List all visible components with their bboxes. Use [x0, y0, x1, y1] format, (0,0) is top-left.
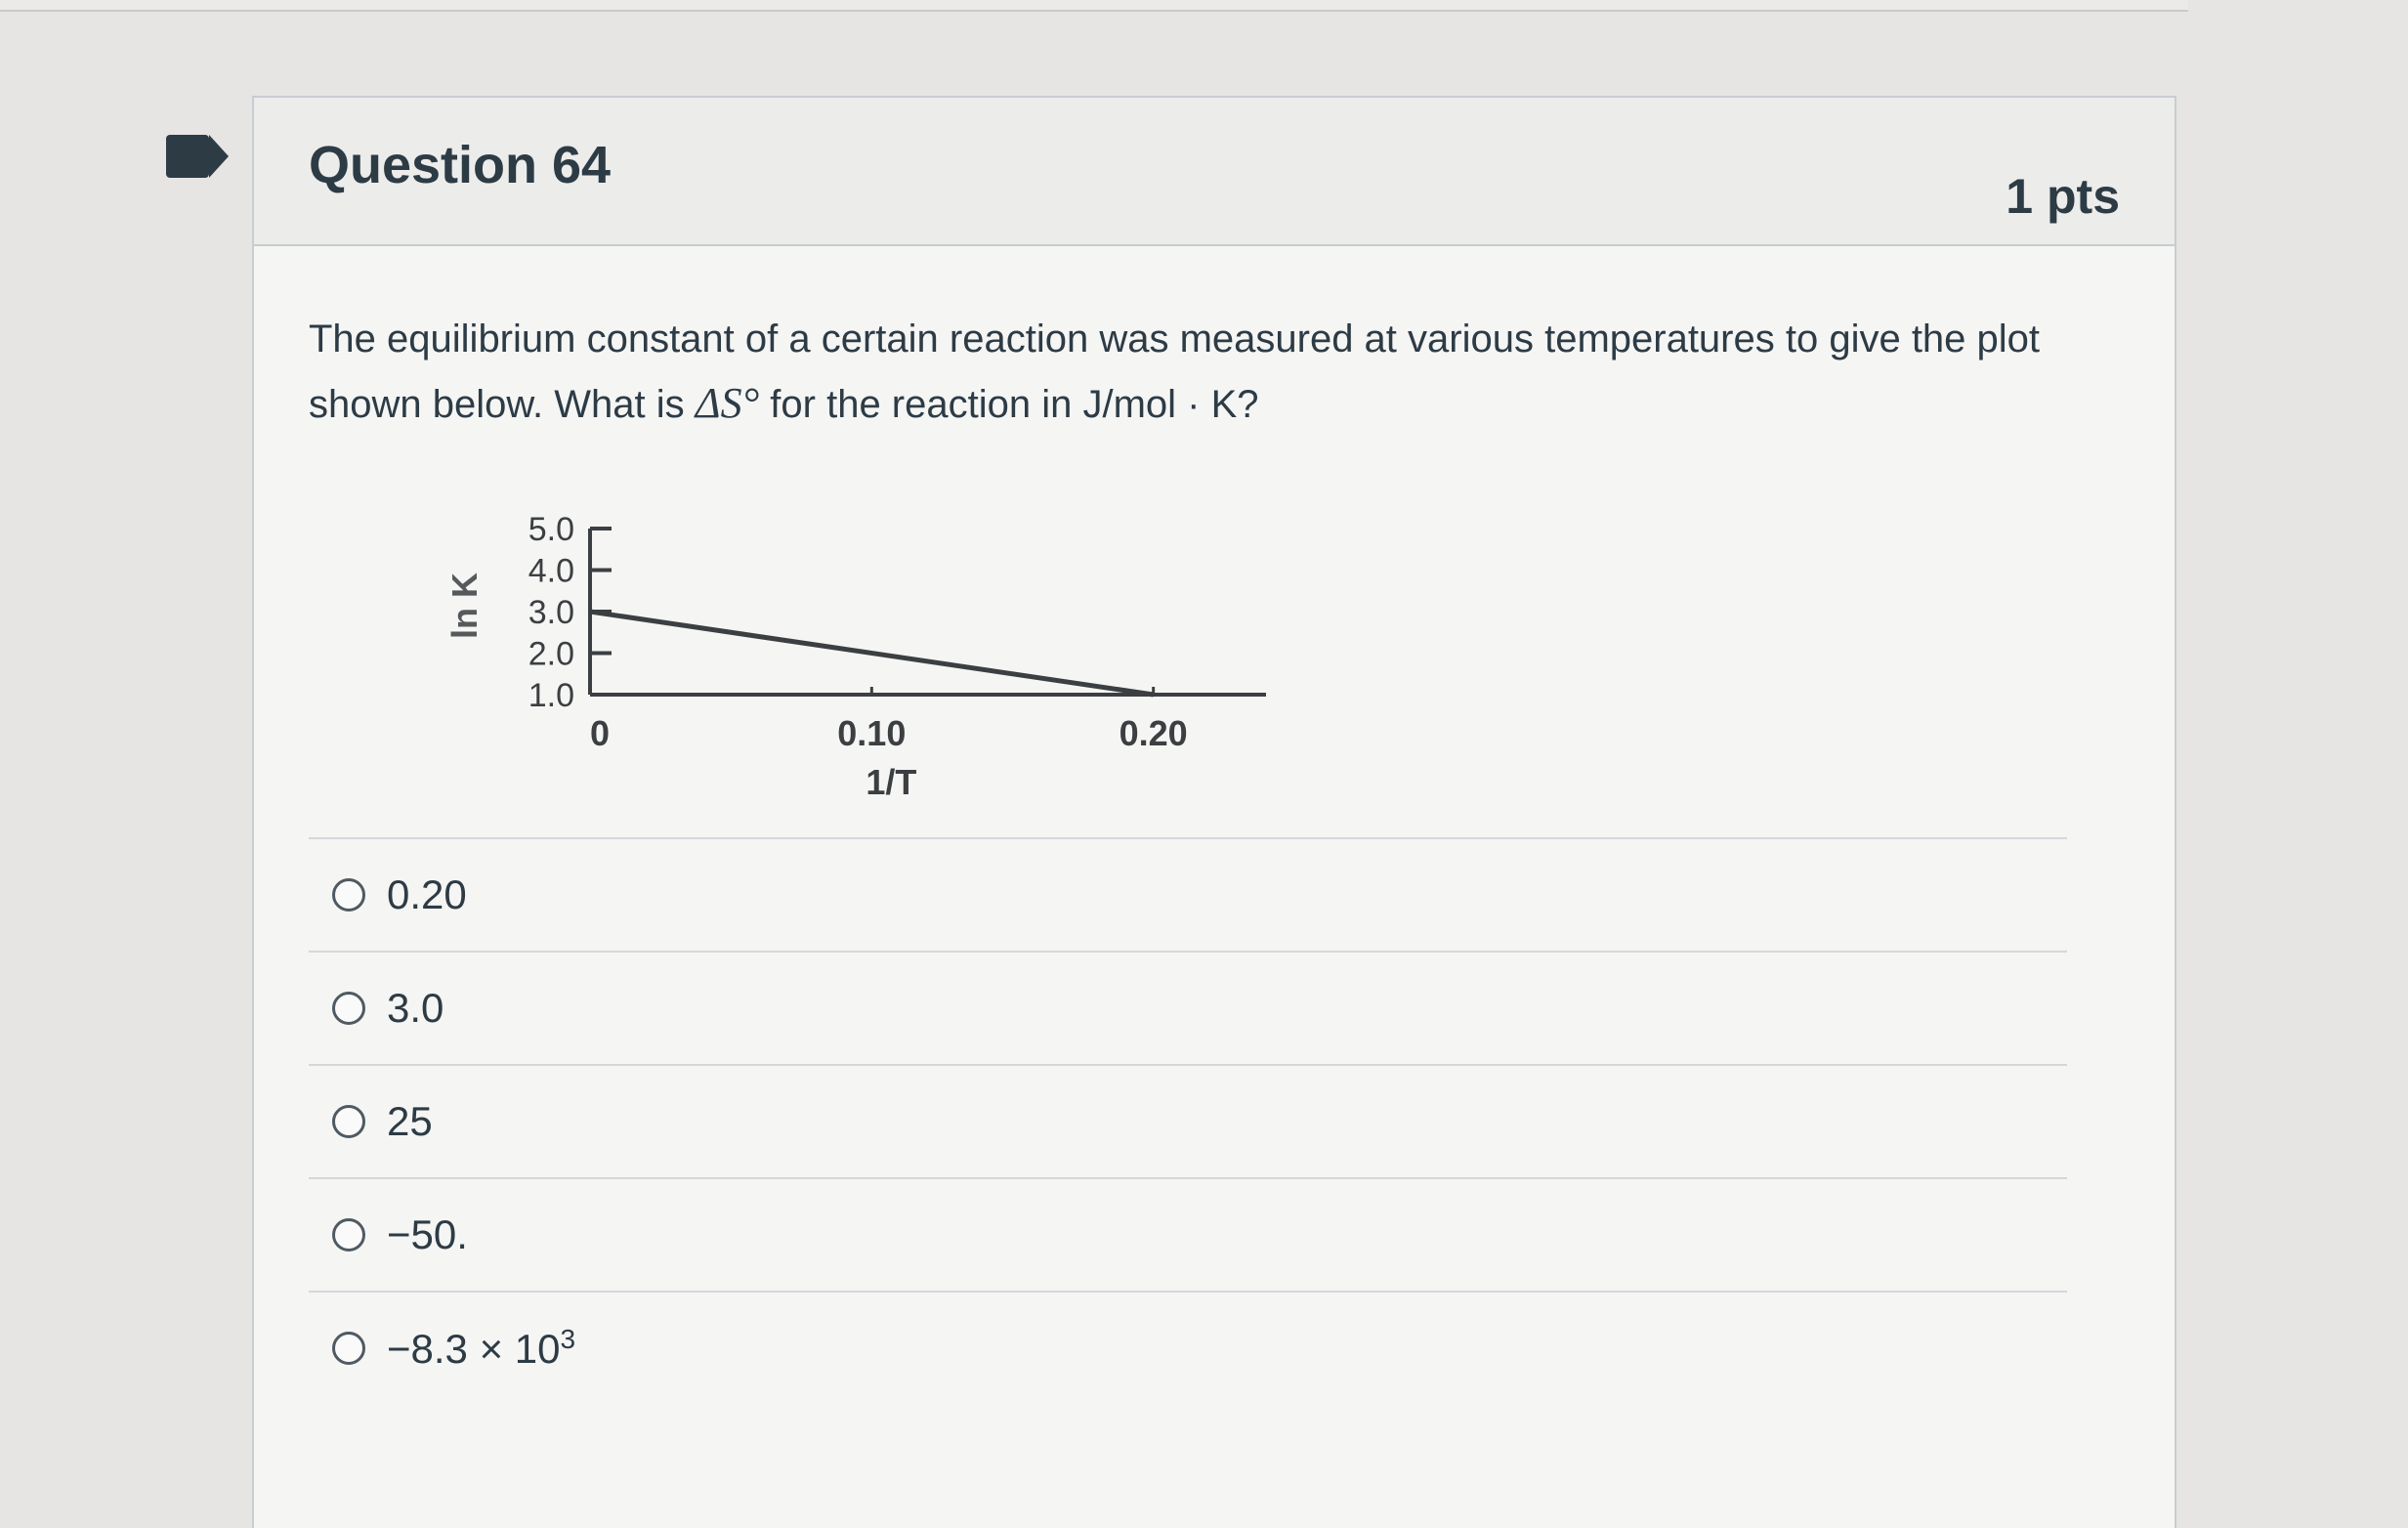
- prompt-text-end: for the reaction in J/mol · K?: [759, 383, 1259, 426]
- radio-button[interactable]: [332, 992, 365, 1025]
- y-tick-label: 1.0: [528, 677, 574, 714]
- prompt-math-entropy: ΔS°: [695, 379, 760, 427]
- question-points: 1 pts: [2006, 169, 2120, 224]
- y-tick-label: 5.0: [528, 511, 574, 548]
- radio-button[interactable]: [332, 1332, 365, 1365]
- radio-button[interactable]: [332, 1105, 365, 1138]
- data-line: [590, 612, 1154, 695]
- answer-option-2[interactable]: [309, 951, 2067, 1064]
- answer-label: 0.20: [387, 871, 467, 917]
- x-tick-label: 0.20: [1119, 713, 1188, 753]
- y-tick-label: 3.0: [528, 594, 574, 631]
- previous-card-edge: [0, 0, 2188, 12]
- x-tick-label: 0: [589, 713, 611, 753]
- answer-exponent: 3: [560, 1324, 576, 1354]
- lnk-vs-inverse-temperature-chart: [309, 470, 1286, 831]
- y-tick-label: 2.0: [528, 635, 574, 673]
- prompt-text-start: The equilibrium constant of a certain reaction was measured at various temperatures to give the plot shown below. What is: [309, 318, 2041, 426]
- question-card: [252, 96, 2176, 1528]
- chart-svg: [309, 470, 1286, 831]
- answer-option-4[interactable]: [309, 1177, 2067, 1291]
- answer-choices: [309, 837, 2067, 1404]
- answer-option-5[interactable]: [309, 1291, 2067, 1404]
- answer-label: 3.0: [387, 985, 444, 1031]
- answer-label: 25: [387, 1098, 433, 1144]
- question-body: [254, 246, 2175, 1404]
- x-tick-label: 0.10: [837, 713, 907, 753]
- question-prompt: [309, 307, 2126, 437]
- answer-option-1[interactable]: [309, 837, 2067, 951]
- question-header: [254, 98, 2175, 246]
- radio-button[interactable]: [332, 878, 365, 912]
- x-axis-title: 1/T: [866, 762, 917, 802]
- answer-base: −8.3 × 10: [387, 1326, 561, 1372]
- radio-button[interactable]: [332, 1218, 365, 1252]
- question-title: Question 64: [309, 136, 612, 194]
- answer-label: −50.: [387, 1211, 468, 1257]
- bookmark-flag-icon[interactable]: [166, 135, 209, 178]
- y-axis-title: ln K: [444, 573, 485, 639]
- answer-option-3[interactable]: [309, 1064, 2067, 1177]
- answer-label: [387, 1324, 575, 1373]
- y-tick-label: 4.0: [528, 552, 574, 590]
